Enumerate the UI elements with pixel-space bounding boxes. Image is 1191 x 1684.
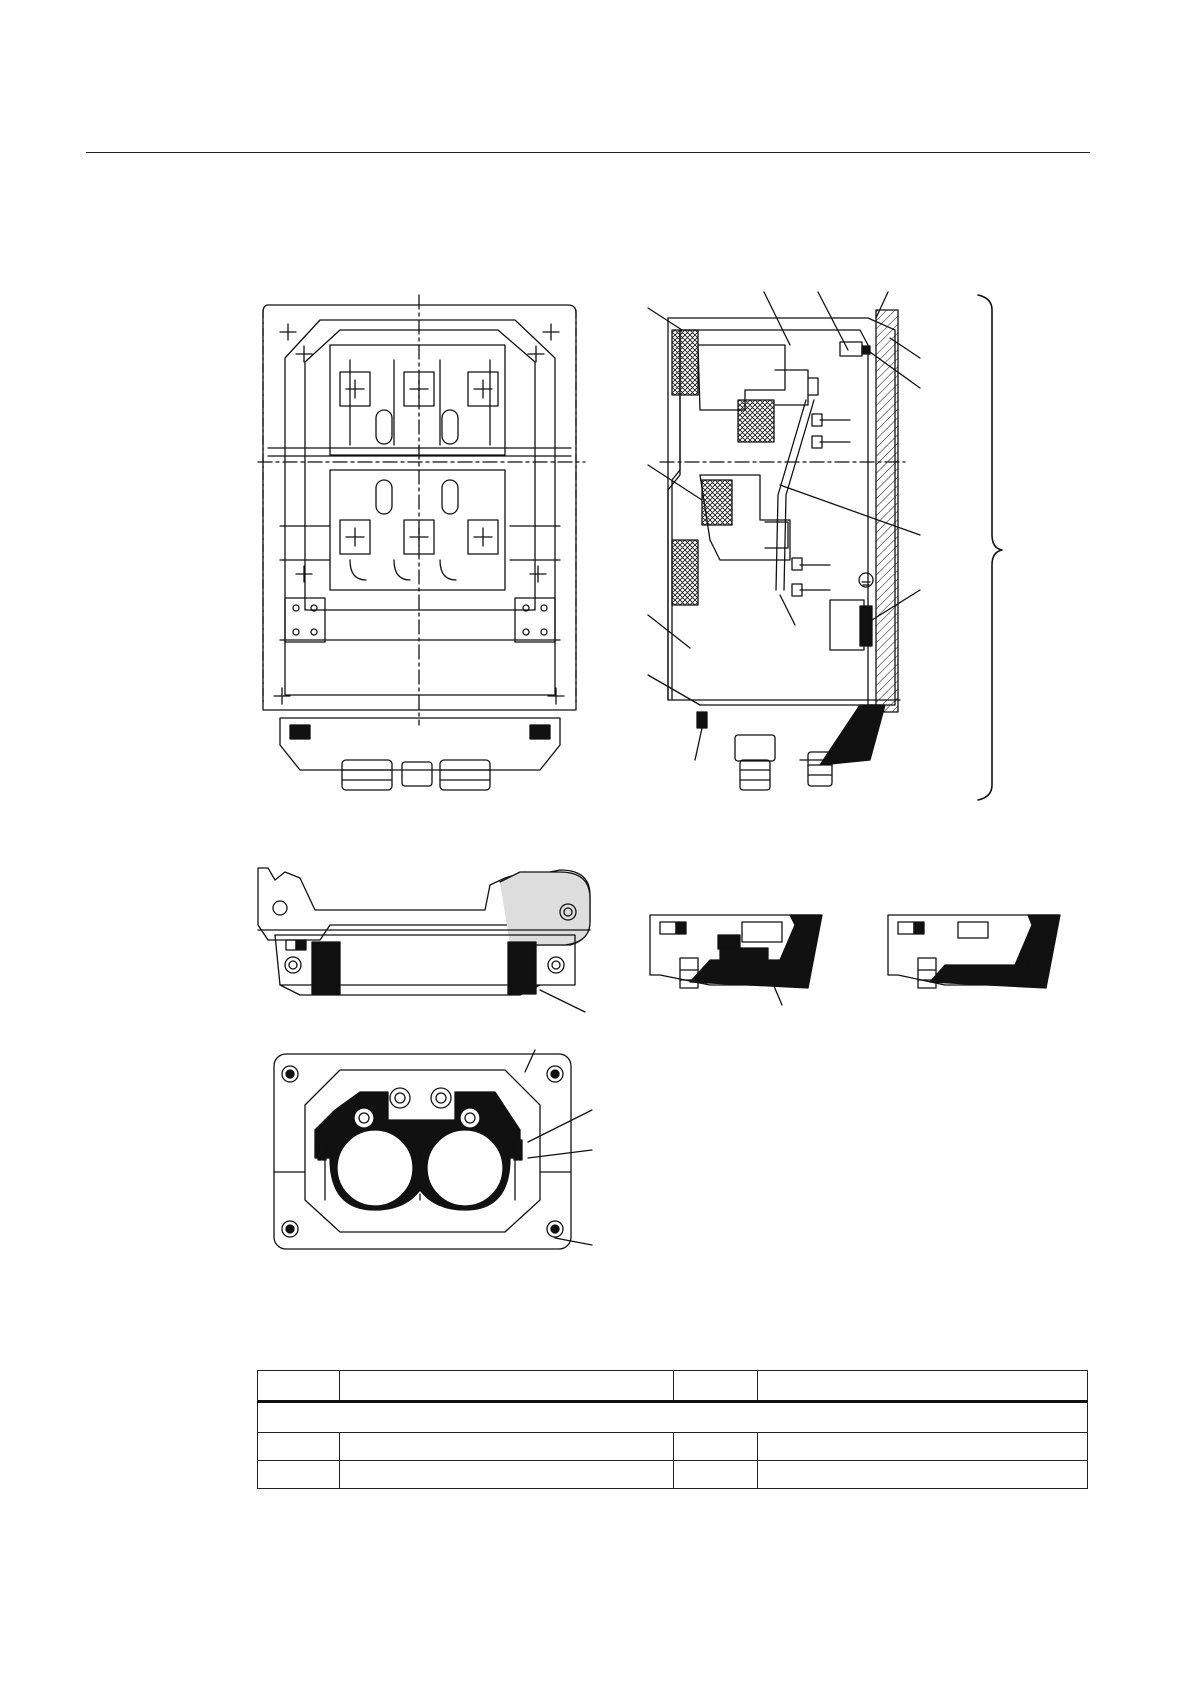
gland-plate-plan-drawing xyxy=(274,1050,592,1249)
table-cell xyxy=(258,1461,340,1489)
table-cell xyxy=(674,1461,758,1489)
lower-terminal-block xyxy=(330,470,505,590)
front-view-drawing xyxy=(258,295,585,790)
gland-plate-side-drawing xyxy=(258,868,590,1012)
table-cell xyxy=(340,1433,674,1461)
table-header-cell xyxy=(340,1371,674,1402)
table-section-row xyxy=(258,1402,1088,1433)
table-row xyxy=(258,1461,1088,1489)
table-cell xyxy=(258,1433,340,1461)
table-section-label xyxy=(258,1402,1088,1433)
table-row xyxy=(258,1433,1088,1461)
parts-table xyxy=(257,1370,1088,1489)
table-header-cell xyxy=(258,1371,340,1402)
table-cell xyxy=(340,1461,674,1489)
gland-detail-a-drawing xyxy=(650,915,822,1005)
table-cell xyxy=(758,1461,1088,1489)
side-section-drawing xyxy=(648,292,1002,800)
table-header-row xyxy=(258,1371,1088,1402)
upper-terminal-block xyxy=(330,345,505,455)
table-cell xyxy=(758,1433,1088,1461)
table-header-cell xyxy=(674,1371,758,1402)
table-cell xyxy=(674,1433,758,1461)
table-header-cell xyxy=(758,1371,1088,1402)
cable-glands-front xyxy=(342,760,490,790)
gland-detail-b-drawing xyxy=(888,915,1060,988)
